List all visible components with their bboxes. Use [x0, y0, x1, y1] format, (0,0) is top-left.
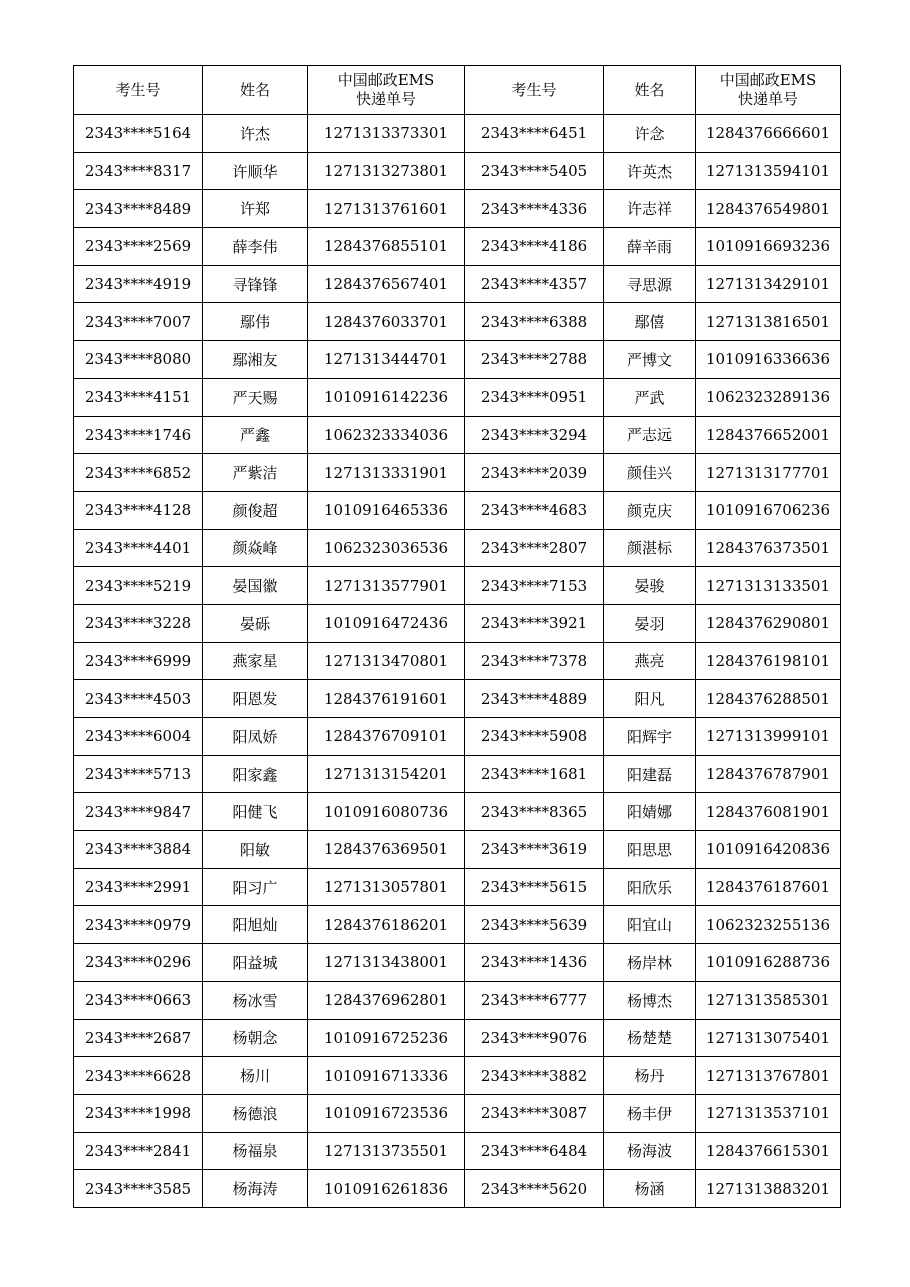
cell-exam-id: 2343****4151 [74, 378, 203, 416]
cell-exam-id: 2343****0296 [74, 944, 203, 982]
cell-ems-number: 1271313075401 [696, 1019, 841, 1057]
cell-name: 杨海波 [604, 1132, 696, 1170]
table-header-row [74, 66, 841, 115]
cell-ems-number: 1284376186201 [308, 906, 465, 944]
cell-ems-number: 1284376033701 [308, 303, 465, 341]
cell-name: 晏国徽 [203, 567, 308, 605]
cell-ems-number: 1271313585301 [696, 981, 841, 1019]
cell-ems-number: 1271313577901 [308, 567, 465, 605]
cell-ems-number: 1010916465336 [308, 491, 465, 529]
table-row [74, 303, 841, 341]
cell-ems-number: 1271313761601 [308, 190, 465, 228]
cell-name: 许顺华 [203, 152, 308, 190]
cell-name: 阳敏 [203, 831, 308, 869]
cell-exam-id: 2343****4503 [74, 680, 203, 718]
cell-ems-number: 1271313331901 [308, 454, 465, 492]
cell-ems-number: 1271313999101 [696, 718, 841, 756]
cell-ems-number: 1010916713336 [308, 1057, 465, 1095]
cell-ems-number: 1010916472436 [308, 604, 465, 642]
cell-exam-id: 2343****1681 [465, 755, 604, 793]
cell-name: 许杰 [203, 115, 308, 153]
cell-exam-id: 2343****4336 [465, 190, 604, 228]
cell-ems-number: 1271313273801 [308, 152, 465, 190]
cell-ems-number: 1271313816501 [696, 303, 841, 341]
table-row [74, 1170, 841, 1208]
cell-name: 杨岸林 [604, 944, 696, 982]
cell-name: 严博文 [604, 341, 696, 379]
cell-exam-id: 2343****3619 [465, 831, 604, 869]
cell-name: 严紫洁 [203, 454, 308, 492]
cell-exam-id: 2343****3884 [74, 831, 203, 869]
cell-ems-number: 1284376369501 [308, 831, 465, 869]
cell-ems-number: 1010916336636 [696, 341, 841, 379]
table-row [74, 906, 841, 944]
table-row [74, 1094, 841, 1132]
table-row [74, 341, 841, 379]
table-row [74, 793, 841, 831]
table-row [74, 680, 841, 718]
cell-exam-id: 2343****3294 [465, 416, 604, 454]
cell-ems-number: 1284376549801 [696, 190, 841, 228]
cell-ems-number: 1062323036536 [308, 529, 465, 567]
header-name [203, 66, 308, 115]
table-row [74, 567, 841, 605]
cell-name: 阳健飞 [203, 793, 308, 831]
cell-ems-number: 1062323334036 [308, 416, 465, 454]
cell-exam-id: 2343****7007 [74, 303, 203, 341]
cell-ems-number: 1010916693236 [696, 228, 841, 266]
cell-exam-id: 2343****1998 [74, 1094, 203, 1132]
cell-ems-number: 1284376615301 [696, 1132, 841, 1170]
cell-ems-number: 1271313154201 [308, 755, 465, 793]
cell-ems-number: 1271313133501 [696, 567, 841, 605]
cell-ems-number: 1271313594101 [696, 152, 841, 190]
cell-exam-id: 2343****8489 [74, 190, 203, 228]
cell-ems-number: 1284376962801 [308, 981, 465, 1019]
cell-exam-id: 2343****6999 [74, 642, 203, 680]
cell-name: 燕家星 [203, 642, 308, 680]
cell-exam-id: 2343****1436 [465, 944, 604, 982]
cell-name: 严志远 [604, 416, 696, 454]
table-row [74, 604, 841, 642]
cell-name: 阳凤娇 [203, 718, 308, 756]
cell-ems-number: 1271313735501 [308, 1132, 465, 1170]
table-row [74, 378, 841, 416]
cell-ems-number: 1284376855101 [308, 228, 465, 266]
cell-name: 杨海涛 [203, 1170, 308, 1208]
cell-exam-id: 2343****4128 [74, 491, 203, 529]
cell-ems-number: 1271313767801 [696, 1057, 841, 1095]
table-row [74, 454, 841, 492]
cell-name: 阳建磊 [604, 755, 696, 793]
cell-name: 颜俊超 [203, 491, 308, 529]
table-row [74, 265, 841, 303]
cell-ems-number: 1284376290801 [696, 604, 841, 642]
table-row [74, 1057, 841, 1095]
cell-name: 阳辉宇 [604, 718, 696, 756]
table-row [74, 642, 841, 680]
cell-name: 杨冰雪 [203, 981, 308, 1019]
cell-ems-number: 1010916420836 [696, 831, 841, 869]
cell-exam-id: 2343****5908 [465, 718, 604, 756]
cell-exam-id: 2343****2687 [74, 1019, 203, 1057]
cell-exam-id: 2343****0951 [465, 378, 604, 416]
cell-exam-id: 2343****3228 [74, 604, 203, 642]
cell-exam-id: 2343****5405 [465, 152, 604, 190]
table-row [74, 190, 841, 228]
header-line: 姓名 [239, 80, 270, 99]
cell-exam-id: 2343****3087 [465, 1094, 604, 1132]
cell-exam-id: 2343****8317 [74, 152, 203, 190]
cell-exam-id: 2343****8365 [465, 793, 604, 831]
header-line: 中国邮政EMS [337, 71, 435, 89]
cell-exam-id: 2343****2039 [465, 454, 604, 492]
cell-exam-id: 2343****7378 [465, 642, 604, 680]
cell-name: 严鑫 [203, 416, 308, 454]
cell-name: 颜焱峰 [203, 529, 308, 567]
cell-exam-id: 2343****6388 [465, 303, 604, 341]
header-line: 中国邮政EMS [719, 71, 817, 89]
cell-name: 杨德浪 [203, 1094, 308, 1132]
cell-ems-number: 1284376373501 [696, 529, 841, 567]
cell-exam-id: 2343****9076 [465, 1019, 604, 1057]
cell-exam-id: 2343****0979 [74, 906, 203, 944]
cell-name: 阳思思 [604, 831, 696, 869]
cell-name: 颜湛标 [604, 529, 696, 567]
header-exam-id [74, 66, 203, 115]
cell-ems-number: 1010916288736 [696, 944, 841, 982]
cell-name: 燕亮 [604, 642, 696, 680]
cell-ems-number: 1271313444701 [308, 341, 465, 379]
cell-exam-id: 2343****4919 [74, 265, 203, 303]
header-line: 考生号 [115, 80, 161, 99]
cell-exam-id: 2343****6451 [465, 115, 604, 153]
cell-ems-number: 1284376709101 [308, 718, 465, 756]
table-row [74, 416, 841, 454]
cell-exam-id: 2343****3921 [465, 604, 604, 642]
cell-exam-id: 2343****3882 [465, 1057, 604, 1095]
table-row [74, 529, 841, 567]
cell-ems-number: 1284376081901 [696, 793, 841, 831]
cell-name: 鄢湘友 [203, 341, 308, 379]
table-row [74, 1132, 841, 1170]
cell-name: 晏骏 [604, 567, 696, 605]
cell-name: 薛李伟 [203, 228, 308, 266]
cell-exam-id: 2343****6777 [465, 981, 604, 1019]
cell-ems-number: 1271313057801 [308, 868, 465, 906]
cell-name: 杨楚楚 [604, 1019, 696, 1057]
header-exam-id-2 [465, 66, 604, 115]
cell-exam-id: 2343****2991 [74, 868, 203, 906]
cell-exam-id: 2343****0663 [74, 981, 203, 1019]
table-row [74, 228, 841, 266]
cell-name: 杨丹 [604, 1057, 696, 1095]
cell-name: 杨福泉 [203, 1132, 308, 1170]
ems-tracking-table [73, 65, 841, 1208]
cell-exam-id: 2343****7153 [465, 567, 604, 605]
cell-exam-id: 2343****5620 [465, 1170, 604, 1208]
cell-ems-number: 1284376787901 [696, 755, 841, 793]
table-row [74, 1019, 841, 1057]
header-line: 快递单号 [355, 90, 416, 108]
table-row [74, 831, 841, 869]
cell-name: 阳凡 [604, 680, 696, 718]
cell-exam-id: 2343****4683 [465, 491, 604, 529]
cell-exam-id: 2343****8080 [74, 341, 203, 379]
cell-exam-id: 2343****2788 [465, 341, 604, 379]
cell-ems-number: 1284376187601 [696, 868, 841, 906]
cell-ems-number: 1062323289136 [696, 378, 841, 416]
cell-exam-id: 2343****3585 [74, 1170, 203, 1208]
table-row [74, 115, 841, 153]
table-row [74, 944, 841, 982]
cell-name: 杨涵 [604, 1170, 696, 1208]
cell-exam-id: 2343****1746 [74, 416, 203, 454]
cell-exam-id: 2343****6852 [74, 454, 203, 492]
cell-name: 杨博杰 [604, 981, 696, 1019]
cell-name: 阳欣乐 [604, 868, 696, 906]
cell-ems-number: 1284376652001 [696, 416, 841, 454]
table-container [73, 65, 840, 1208]
cell-name: 严武 [604, 378, 696, 416]
cell-exam-id: 2343****2807 [465, 529, 604, 567]
cell-ems-number: 1284376288501 [696, 680, 841, 718]
cell-exam-id: 2343****4186 [465, 228, 604, 266]
cell-name: 寻思源 [604, 265, 696, 303]
cell-ems-number: 1284376191601 [308, 680, 465, 718]
cell-ems-number: 1271313429101 [696, 265, 841, 303]
cell-name: 颜克庆 [604, 491, 696, 529]
cell-name: 杨川 [203, 1057, 308, 1095]
cell-exam-id: 2343****2569 [74, 228, 203, 266]
cell-name: 许郑 [203, 190, 308, 228]
cell-name: 杨朝念 [203, 1019, 308, 1057]
cell-ems-number: 1271313438001 [308, 944, 465, 982]
cell-exam-id: 2343****9847 [74, 793, 203, 831]
cell-exam-id: 2343****5713 [74, 755, 203, 793]
cell-exam-id: 2343****4889 [465, 680, 604, 718]
cell-exam-id: 2343****4357 [465, 265, 604, 303]
cell-exam-id: 2343****5639 [465, 906, 604, 944]
cell-name: 阳益城 [203, 944, 308, 982]
cell-exam-id: 2343****5164 [74, 115, 203, 153]
cell-name: 许念 [604, 115, 696, 153]
cell-name: 鄢僖 [604, 303, 696, 341]
table-body [74, 115, 841, 1208]
table-row [74, 981, 841, 1019]
cell-name: 许志祥 [604, 190, 696, 228]
cell-exam-id: 2343****6004 [74, 718, 203, 756]
cell-name: 晏砾 [203, 604, 308, 642]
table-row [74, 152, 841, 190]
table-row [74, 491, 841, 529]
cell-ems-number: 1284376666601 [696, 115, 841, 153]
cell-exam-id: 2343****4401 [74, 529, 203, 567]
cell-ems-number: 1271313883201 [696, 1170, 841, 1208]
table-row [74, 718, 841, 756]
header-line: 姓名 [634, 80, 665, 99]
cell-ems-number: 1284376567401 [308, 265, 465, 303]
cell-name: 阳恩发 [203, 680, 308, 718]
cell-name: 颜佳兴 [604, 454, 696, 492]
cell-exam-id: 2343****6628 [74, 1057, 203, 1095]
cell-ems-number: 1010916723536 [308, 1094, 465, 1132]
cell-name: 阳习广 [203, 868, 308, 906]
cell-ems-number: 1010916261836 [308, 1170, 465, 1208]
cell-exam-id: 2343****6484 [465, 1132, 604, 1170]
header-ems-number-2 [696, 66, 841, 115]
header-line: 快递单号 [737, 90, 798, 108]
cell-name: 寻锋锋 [203, 265, 308, 303]
cell-name: 阳家鑫 [203, 755, 308, 793]
cell-ems-number: 1271313470801 [308, 642, 465, 680]
cell-ems-number: 1271313177701 [696, 454, 841, 492]
cell-ems-number: 1271313537101 [696, 1094, 841, 1132]
cell-ems-number: 1010916080736 [308, 793, 465, 831]
cell-name: 阳婧娜 [604, 793, 696, 831]
cell-name: 薛辛雨 [604, 228, 696, 266]
cell-name: 鄢伟 [203, 303, 308, 341]
header-ems-number [308, 66, 465, 115]
cell-ems-number: 1271313373301 [308, 115, 465, 153]
cell-name: 阳宜山 [604, 906, 696, 944]
cell-name: 晏羽 [604, 604, 696, 642]
cell-exam-id: 2343****2841 [74, 1132, 203, 1170]
cell-name: 阳旭灿 [203, 906, 308, 944]
cell-exam-id: 2343****5219 [74, 567, 203, 605]
cell-exam-id: 2343****5615 [465, 868, 604, 906]
cell-name: 杨丰伊 [604, 1094, 696, 1132]
cell-name: 许英杰 [604, 152, 696, 190]
header-line: 考生号 [511, 80, 557, 99]
cell-ems-number: 1062323255136 [696, 906, 841, 944]
cell-ems-number: 1010916142236 [308, 378, 465, 416]
table-row [74, 868, 841, 906]
table-row [74, 755, 841, 793]
cell-ems-number: 1284376198101 [696, 642, 841, 680]
cell-ems-number: 1010916706236 [696, 491, 841, 529]
header-name-2 [604, 66, 696, 115]
cell-name: 严天赐 [203, 378, 308, 416]
cell-ems-number: 1010916725236 [308, 1019, 465, 1057]
